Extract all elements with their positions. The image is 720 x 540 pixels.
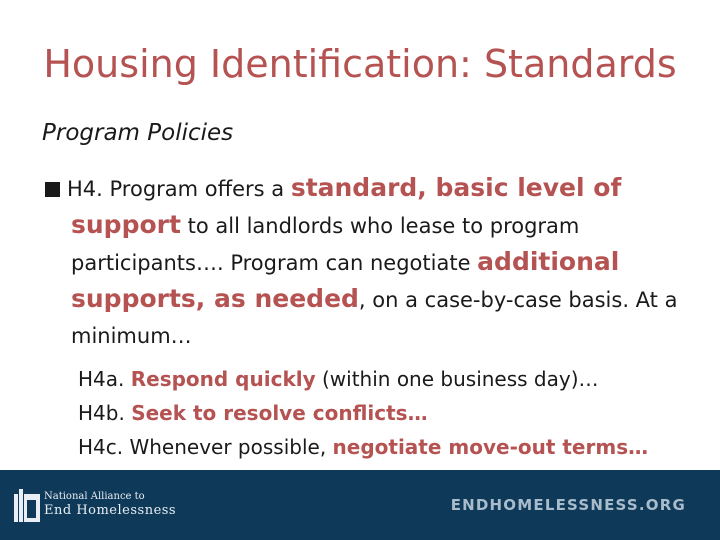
logo-line-2: End Homelessness <box>44 503 177 518</box>
bullet-text-1: H4. Program offers a <box>67 177 291 201</box>
bullet-text-3: , on a case-by-case basis. At a minimum… <box>71 288 678 348</box>
slide-title: Housing Identification: Standards <box>43 42 677 86</box>
sub-item-h4b <box>78 396 698 430</box>
alliance-logo[interactable] <box>14 486 194 526</box>
website-link[interactable]: ENDHOMELESSNESS.ORG <box>450 496 686 514</box>
logo-line-1: National Alliance to <box>44 491 145 502</box>
logo-text <box>44 490 176 518</box>
sub-item-highlight: Seek to resolve conflicts… <box>131 401 428 425</box>
sub-item-list <box>78 362 698 464</box>
square-bullet-icon <box>45 182 60 197</box>
bullet-text-2: to all landlords who lease to program participants…. Program can negotiate <box>71 214 580 275</box>
alliance-logo-icon <box>14 488 40 522</box>
sub-item-highlight: negotiate move-out terms… <box>332 435 649 459</box>
sub-item-h4c <box>78 430 698 464</box>
bullet-highlight-1: standard, basic level of support <box>71 173 622 239</box>
main-bullet <box>45 170 685 354</box>
sub-item-prefix: H4a. <box>78 367 131 391</box>
footer-bar <box>0 470 720 540</box>
sub-item-prefix: H4c. Whenever possible, <box>78 435 333 459</box>
bullet-highlight-2: additional supports, as needed <box>71 247 620 313</box>
sub-item-h4a <box>78 362 698 396</box>
slide-subtitle: Program Policies <box>42 120 234 146</box>
sub-item-suffix: (within one business day)… <box>315 367 599 391</box>
sub-item-highlight: Respond quickly <box>130 367 316 391</box>
sub-item-prefix: H4b. <box>78 401 132 425</box>
